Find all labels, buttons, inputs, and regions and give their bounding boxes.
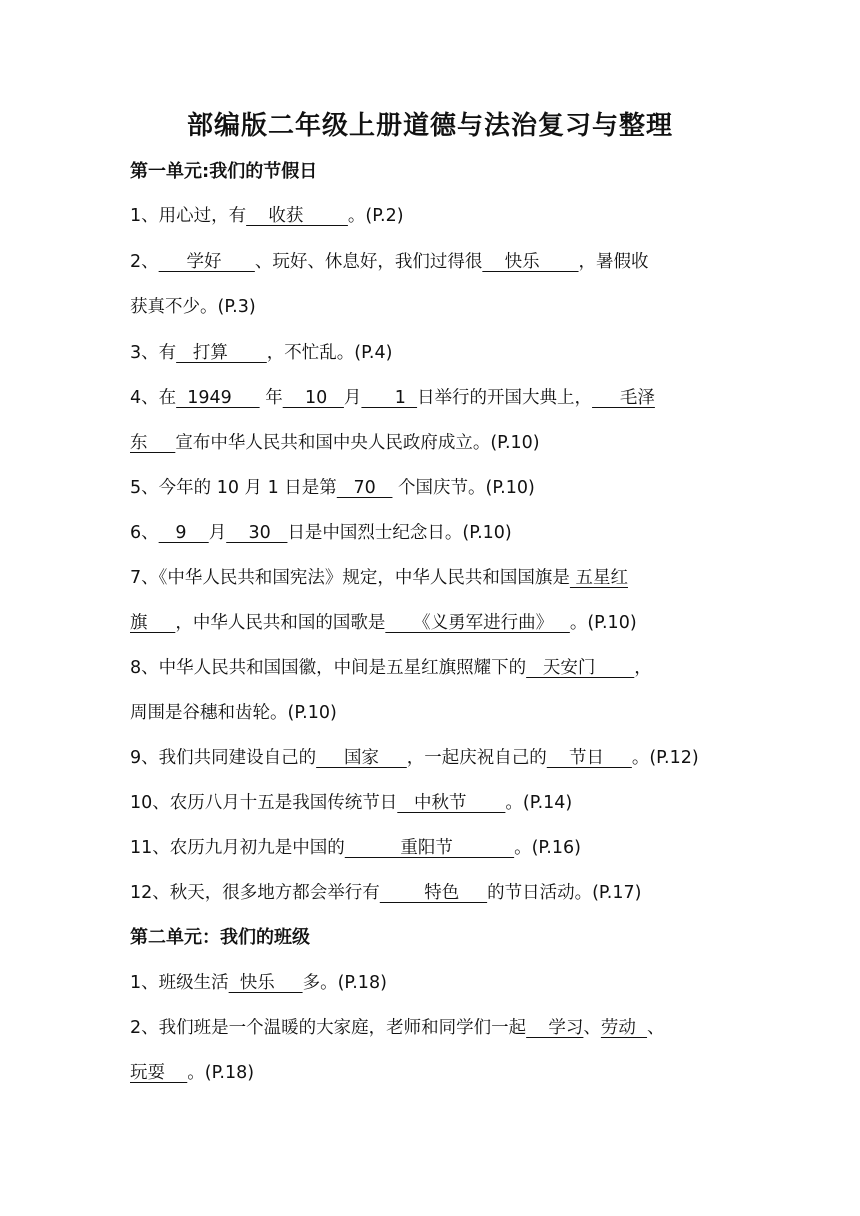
answer-blank: 10 [282,388,344,408]
question-line [130,1058,740,1088]
answer-blank: 《义勇军进行曲》 [385,613,570,633]
question-line [130,743,740,773]
answer-blank: 五星红 [569,568,628,588]
answer-blank: 30 [226,523,288,543]
answer-blank: 学习 [526,1018,584,1038]
line-text: ，暑假收 [578,252,649,272]
answer-blank: 旗 [130,613,176,633]
line-text: 个国庆节。(P.10) [392,478,535,498]
line-text: 5、今年的 10 月 1 日是第 [130,478,337,498]
line-text: 1、用心过，有 [130,206,247,226]
line-text: 11、农历九月初九是中国的 [130,838,345,858]
question-line [130,698,740,728]
question-line [130,292,740,322]
answer-blank: 学好 [158,252,255,272]
line-text: 1、班级生活 [130,973,229,993]
line-text: 10、农历八月十五是我国传统节日 [130,793,398,813]
line-text: 日是中国烈士纪念日。(P.10) [287,523,512,543]
line-text: 4、在 [130,388,177,408]
line-text: 获真不少。(P.3) [130,297,256,317]
answer-blank: 快乐 [228,973,303,993]
line-text: 年 [259,388,283,408]
answer-blank: 国家 [316,748,407,768]
line-text: 。(P.2) [347,206,404,226]
line-text: 。(P.14) [505,793,573,813]
line-text: ， [634,658,652,678]
question-line [130,383,740,413]
line-text: ，中华人民共和国的国歌是 [175,613,386,633]
answer-blank: 打算 [176,343,267,363]
answer-blank: 1949 [176,388,260,408]
question-line [130,1013,740,1043]
answer-blank: 玩耍 [130,1063,188,1083]
line-text: 月 [208,523,227,543]
line-text: 2、 [130,252,159,272]
question-line [130,653,740,683]
question-line [130,518,740,548]
line-text: 6、 [130,523,159,543]
document-title: 部编版二年级上册道德与法治复习与整理 [186,111,673,141]
line-text: 12、秋天，很多地方都会举行有 [130,883,380,903]
line-text: 日举行的开国大典上， [417,388,593,408]
line-text: 9、我们共同建设自己的 [130,748,317,768]
line-text: 、玩好、休息好，我们过得很 [254,252,483,272]
line-text: 第二单元：我们的班级 [130,927,310,948]
answer-blank: 劳动 [600,1018,648,1038]
line-text: 。(P.12) [631,748,699,768]
question-line [130,563,740,593]
line-text: 3、有 [130,343,177,363]
answer-blank: 中秋节 [397,793,506,813]
line-text: 2、我们班是一个温暖的大家庭，老师和同学们一起 [130,1018,527,1038]
line-text: 。(P.18) [187,1063,255,1083]
answer-blank: 70 [336,478,393,498]
question-line [130,428,740,458]
question-line [130,338,740,368]
question-line [130,968,740,998]
line-text: ，不忙乱。(P.4) [266,343,393,363]
question-line [130,201,740,231]
answer-blank: 特色 [379,883,488,903]
line-text: 周围是谷穗和齿轮。(P.10) [130,703,337,723]
line-text: ，一起庆祝自己的 [406,748,547,768]
question-line [130,878,740,908]
line-text: 。(P.10) [569,613,637,633]
line-text: 7、《中华人民共和国宪法》规定，中华人民共和国国旗是 [130,568,570,588]
line-text: 第一单元:我们的节假日 [130,161,318,182]
answer-blank: 收获 [246,206,348,226]
answer-blank: 1 [361,388,418,408]
question-line [130,788,740,818]
line-text: 多。(P.18) [302,973,387,993]
line-text: 、 [583,1018,601,1038]
line-text: 的节日活动。(P.17) [487,883,642,903]
answer-blank: 9 [158,523,209,543]
section-heading [130,157,740,187]
line-text: 、 [647,1018,665,1038]
answer-blank: 节日 [546,748,632,768]
line-text: 8、中华人民共和国国徽，中间是五星红旗照耀下的 [130,658,527,678]
question-line [130,473,740,503]
answer-blank: 东 [130,433,176,453]
section-heading [130,923,740,953]
answer-blank: 天安门 [526,658,635,678]
answer-blank: 快乐 [482,252,579,272]
line-text: 月 [343,388,362,408]
question-line [130,608,740,638]
answer-blank: 重阳节 [344,838,515,858]
question-line [130,833,740,863]
answer-blank: 毛泽 [592,388,655,408]
line-text: 宣布中华人民共和国中央人民政府成立。(P.10) [175,433,540,453]
question-line [130,247,740,277]
line-text: 。(P.16) [514,838,581,858]
